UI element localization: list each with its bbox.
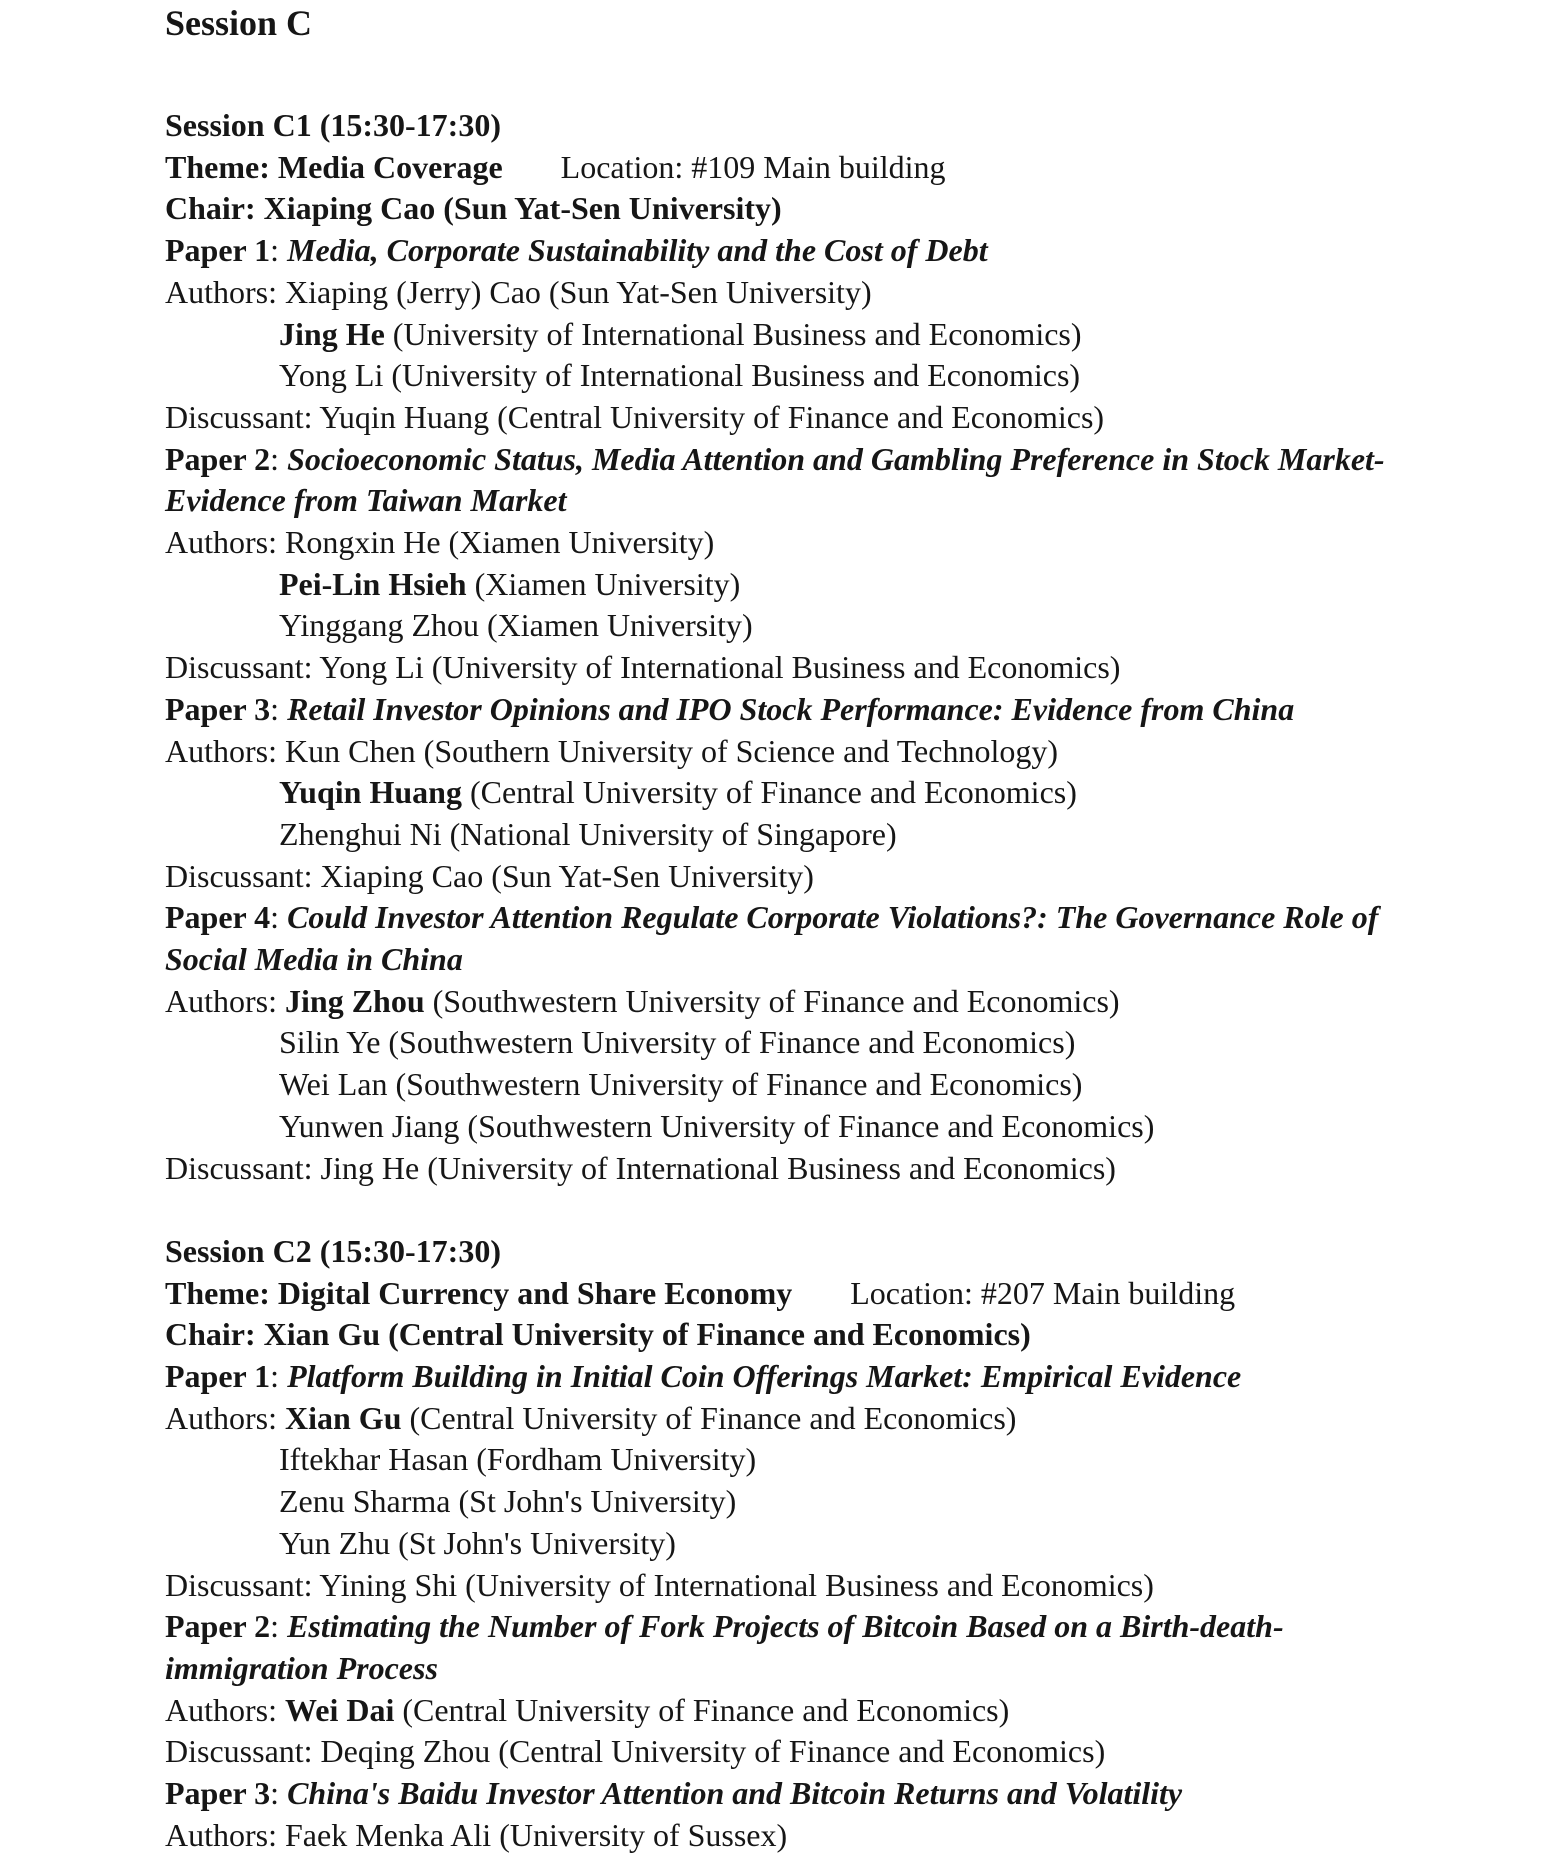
author-affiliation: (Southwestern University of Finance and Economics) — [395, 1066, 1083, 1103]
paper-title: Platform Building in Initial Coin Offerings Market: Empirical Evidence — [287, 1358, 1242, 1395]
author-name: Iftekhar Hasan — [279, 1441, 469, 1478]
author-continuation-line — [165, 314, 1513, 356]
discussant-name: Deqing Zhou (Central University of Finance and Economics) — [320, 1733, 1106, 1770]
session-theme: Theme: Media Coverage — [165, 148, 503, 185]
paper-title-line — [165, 230, 1513, 272]
author-name: Kun Chen — [285, 732, 416, 769]
sessions-container — [165, 105, 1513, 1857]
author-name: Rongxin He — [285, 524, 441, 561]
authors-line — [165, 1690, 1513, 1732]
paper-title-line — [165, 1606, 1513, 1648]
paper-label: Paper 3 — [165, 1775, 271, 1812]
discussant-line — [165, 647, 1513, 689]
paper-label-separator: : — [270, 1608, 280, 1645]
paper-title-line — [165, 1356, 1513, 1398]
discussant-name: Jing He (University of International Business and Economics) — [320, 1149, 1116, 1186]
author-affiliation: (National University of Singapore) — [449, 815, 897, 852]
paper-title-continuation-line — [165, 480, 1513, 522]
discussant-name: Yining Shi (University of International Business and Economics) — [319, 1566, 1154, 1603]
author-continuation-line — [165, 1022, 1513, 1064]
authors-line — [165, 1398, 1513, 1440]
author-affiliation: (Southwestern University of Finance and Economics) — [432, 982, 1120, 1019]
discussant-name: Xiaping Cao (Sun Yat-Sen University) — [320, 857, 814, 894]
paper-title-line — [165, 1773, 1513, 1815]
paper-label-separator: : — [270, 1775, 280, 1812]
author-continuation-line — [165, 1064, 1513, 1106]
author-continuation-line — [165, 605, 1513, 647]
paper-title: Socioeconomic Status, Media Attention and Gambling Preference in Stock Market- — [287, 440, 1385, 477]
author-continuation-line — [165, 1106, 1513, 1148]
authors-label: Authors: — [165, 982, 277, 1019]
author-name: Yong Li — [279, 357, 384, 394]
paper-title: Retail Investor Opinions and IPO Stock Performance: Evidence from China — [287, 690, 1295, 727]
paper-label: Paper 3 — [165, 690, 271, 727]
paper-title-continuation-line — [165, 1648, 1513, 1690]
authors-line — [165, 272, 1513, 314]
authors-line — [165, 981, 1513, 1023]
discussant-label: Discussant: — [165, 857, 313, 894]
authors-label: Authors: — [165, 1399, 277, 1436]
session-theme-line — [165, 147, 1513, 189]
paper-title: Could Investor Attention Regulate Corporate Violations?: The Governance Role of — [287, 899, 1379, 936]
author-affiliation: (University of International Business and Economics) — [392, 315, 1082, 352]
paper-title: Evidence from Taiwan Market — [165, 482, 567, 519]
author-affiliation: (Southern University of Science and Technology) — [423, 732, 1058, 769]
discussant-line — [165, 1148, 1513, 1190]
author-continuation-line — [165, 1523, 1513, 1565]
author-continuation-line — [165, 355, 1513, 397]
author-affiliation: (Central University of Finance and Economics) — [409, 1399, 1017, 1436]
paper-label-separator: : — [270, 1358, 280, 1395]
authors-label: Authors: — [165, 1691, 277, 1728]
author-affiliation: (Xiamen University) — [486, 607, 753, 644]
author-affiliation: (University of Sussex) — [499, 1816, 788, 1853]
discussant-line — [165, 1731, 1513, 1773]
session-theme: Theme: Digital Currency and Share Economy — [165, 1274, 793, 1311]
session-location: Location: #207 Main building — [850, 1274, 1236, 1311]
discussant-label: Discussant: — [165, 1566, 313, 1603]
discussant-line — [165, 1565, 1513, 1607]
paper-title: Social Media in China — [165, 941, 463, 978]
session-heading: Session C1 (15:30-17:30) — [165, 107, 501, 143]
paper-label-separator: : — [270, 899, 280, 936]
author-affiliation: (Southwestern University of Finance and Economics) — [388, 1024, 1076, 1061]
session-block — [165, 105, 1513, 1189]
paper-title: Estimating the Number of Fork Projects of Bitcoin Based on a Birth-death- — [287, 1608, 1284, 1645]
paper-title-line — [165, 897, 1513, 939]
session-chair: Chair: Xiaping Cao (Sun Yat-Sen University) — [165, 190, 782, 227]
author-name: Jing Zhou — [285, 982, 425, 1019]
discussant-line — [165, 856, 1513, 898]
paper-label-separator: : — [270, 232, 280, 269]
session-location: Location: #109 Main building — [560, 148, 946, 185]
paper-label-separator: : — [270, 690, 280, 727]
author-continuation-line — [165, 1439, 1513, 1481]
author-continuation-line — [165, 772, 1513, 814]
authors-line — [165, 1815, 1513, 1857]
author-name: Xian Gu — [285, 1399, 402, 1436]
author-name: Yun Zhu — [279, 1524, 391, 1561]
author-affiliation: (Xiamen University) — [448, 524, 715, 561]
session-chair: Chair: Xian Gu (Central University of Finance and Economics) — [165, 1316, 1031, 1353]
session-heading: Session C2 (15:30-17:30) — [165, 1232, 501, 1269]
author-name: Xiaping (Jerry) Cao — [285, 273, 541, 310]
author-name: Zhenghui Ni — [279, 815, 442, 852]
discussant-label: Discussant: — [165, 649, 313, 686]
discussant-label: Discussant: — [165, 398, 313, 435]
author-continuation-line — [165, 814, 1513, 856]
author-affiliation: (Southwestern University of Finance and Economics) — [467, 1107, 1155, 1144]
discussant-line — [165, 397, 1513, 439]
paper-label-separator: : — [270, 440, 280, 477]
author-affiliation: (Central University of Finance and Economics) — [402, 1691, 1010, 1728]
author-name: Yunwen Jiang — [279, 1107, 460, 1144]
author-name: Yuqin Huang — [279, 774, 462, 811]
paper-title-line — [165, 439, 1513, 481]
paper-title: China's Baidu Investor Attention and Bitcoin Returns and Volatility — [287, 1775, 1183, 1812]
paper-title-line — [165, 689, 1513, 731]
discussant-name: Yuqin Huang (Central University of Finance and Economics) — [319, 398, 1105, 435]
discussant-name: Yong Li (University of International Business and Economics) — [319, 649, 1121, 686]
author-name: Pei-Lin Hsieh — [279, 565, 467, 602]
authors-label: Authors: — [165, 524, 277, 561]
author-affiliation: (Xiamen University) — [474, 565, 741, 602]
paper-title-continuation-line — [165, 939, 1513, 981]
author-name: Jing He — [279, 315, 385, 352]
author-name: Faek Menka Ali — [285, 1816, 492, 1853]
author-name: Yinggang Zhou — [279, 607, 479, 644]
discussant-label: Discussant: — [165, 1149, 313, 1186]
paper-label: Paper 2 — [165, 440, 271, 477]
author-name: Silin Ye — [279, 1024, 381, 1061]
author-affiliation: (University of International Business and Economics) — [391, 357, 1081, 394]
page-title: Session C — [165, 3, 313, 43]
author-continuation-line — [165, 564, 1513, 606]
author-name: Wei Dai — [285, 1691, 395, 1728]
paper-label: Paper 1 — [165, 1358, 271, 1395]
session-block — [165, 1231, 1513, 1857]
author-name: Zenu Sharma — [279, 1483, 451, 1520]
paper-title: Media, Corporate Sustainability and the Cost of Debt — [287, 232, 988, 269]
author-name: Wei Lan — [279, 1066, 388, 1103]
authors-line — [165, 731, 1513, 773]
author-affiliation: (St John's University) — [458, 1483, 737, 1520]
authors-label: Authors: — [165, 273, 277, 310]
paper-label: Paper 4 — [165, 899, 271, 936]
paper-label: Paper 2 — [165, 1608, 271, 1645]
authors-label: Authors: — [165, 1816, 277, 1853]
author-affiliation: (Fordham University) — [476, 1441, 757, 1478]
authors-label: Authors: — [165, 732, 277, 769]
author-continuation-line — [165, 1481, 1513, 1523]
author-affiliation: (Central University of Finance and Economics) — [469, 774, 1077, 811]
author-affiliation: (Sun Yat-Sen University) — [548, 273, 872, 310]
discussant-label: Discussant: — [165, 1733, 313, 1770]
author-affiliation: (St John's University) — [398, 1524, 676, 1561]
session-theme-line — [165, 1273, 1513, 1315]
authors-line — [165, 522, 1513, 564]
paper-label: Paper 1 — [165, 232, 271, 269]
paper-title: immigration Process — [165, 1650, 438, 1686]
